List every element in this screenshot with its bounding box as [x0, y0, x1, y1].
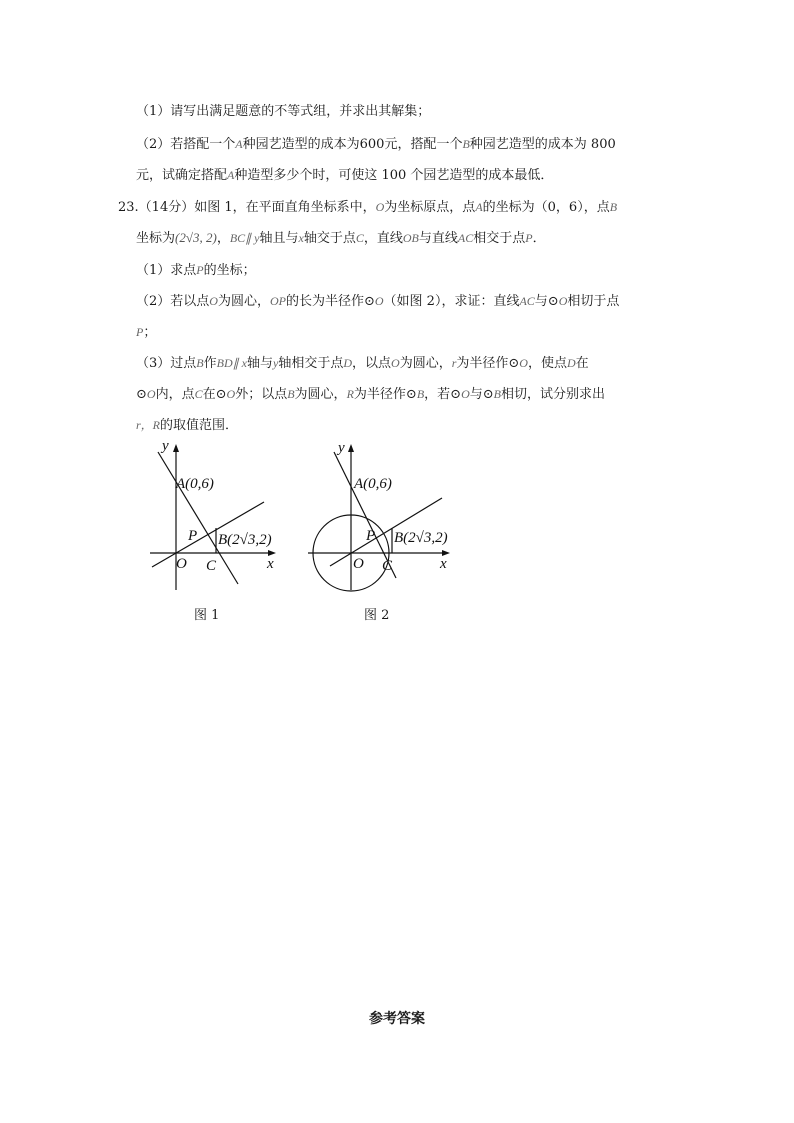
- label-p: P: [366, 528, 376, 544]
- q23-part3-line2: ⊙O内，点C在⊙O外；以点B为圆心，R为半径作⊙B，若⊙O与⊙B相切，试分别求出: [136, 387, 605, 402]
- figure-1-caption: 图 1: [194, 608, 220, 623]
- q23-part2-cont: P；: [136, 325, 157, 340]
- figure-2: [306, 442, 466, 632]
- y-axis-arrow: [173, 444, 179, 452]
- label-c: C: [382, 558, 393, 574]
- figure-2-diagram: [306, 442, 466, 592]
- q23-part1: （1）求点P的坐标；: [136, 263, 256, 278]
- line-ac: [158, 452, 238, 584]
- q23-part2: （2）若以点O为圆心，OP的长为半径作⊙O（如图 2），求证：直线AC与⊙O相切于点: [136, 294, 620, 309]
- label-b: B(2√3,2): [394, 530, 448, 546]
- q23-heading: 23.（14分）如图 1，在平面直角坐标系中，O为坐标原点，点A的坐标为（0，6），点B: [118, 200, 618, 215]
- q23-line2: 坐标为(2√3, 2)，BC∥ y轴且与x轴交于点C，直线OB与直线AC相交于点P．: [136, 230, 546, 246]
- label-x: x: [267, 556, 274, 572]
- q22-part1: （1）请写出满足题意的不等式组，并求出其解集；: [136, 104, 431, 119]
- q23-part3-line3: r，R的取值范围．: [136, 418, 239, 433]
- label-b: B(2√3,2): [218, 532, 272, 548]
- label-a: A(0,6): [354, 476, 392, 492]
- label-x: x: [440, 556, 447, 572]
- y-axis-arrow: [348, 444, 354, 452]
- q23-part3-line1: （3）过点B作BD∥ x轴与y轴相交于点D，以点O为圆心，r为半径作⊙O，使点D在: [136, 356, 589, 371]
- figure-1: [140, 442, 290, 632]
- q22-part2-line1: （2）若搭配一个A种园艺造型的成本为600元，搭配一个B种园艺造型的成本为 800: [136, 137, 616, 152]
- figure-1-diagram: [140, 442, 290, 592]
- figure-2-caption: 图 2: [364, 608, 390, 623]
- label-o: O: [353, 556, 364, 572]
- label-p: P: [188, 528, 198, 544]
- label-c: C: [206, 558, 217, 574]
- q22-part2-line2: 元，试确定搭配A种造型多少个时，可使这 100 个园艺造型的成本最低．: [136, 168, 554, 183]
- label-y: y: [338, 442, 345, 456]
- label-y: y: [162, 442, 169, 454]
- label-o: O: [176, 556, 187, 572]
- answer-heading: 参考答案: [369, 1011, 425, 1027]
- label-a: A(0,6): [176, 476, 214, 492]
